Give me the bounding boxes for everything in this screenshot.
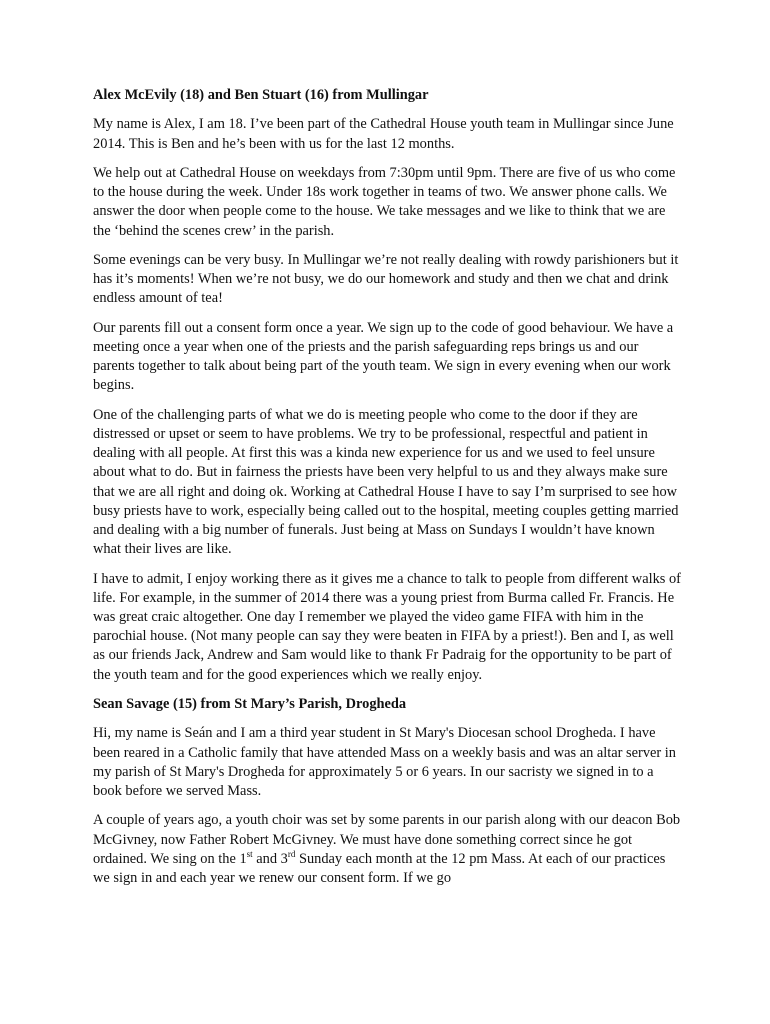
paragraph: We help out at Cathedral House on weekdays from 7:30pm until 9pm. There are five of us who come to the house during the week. Under 18s work together in teams of two. We answer phone calls. We answer the door when people come to the house. We take messages and we like to think that we are the ‘behind the scenes crew’ in the parish. xyxy=(93,164,676,239)
text-run: Sunday each month at the 12 pm Mass. At each of our practices we sign in and each year we renew our consent form. If we go xyxy=(93,850,666,886)
paragraph xyxy=(93,811,681,888)
paragraph: I have to admit, I enjoy working there as it gives me a chance to talk to people from different walks of life. For example, in the summer of 2014 there was a young priest from Burma called Fr. Francis. He was great craic altogether. One day I remember we played the video game FIFA with him in the parochial house. (Not many people can say they were beaten in FIFA by a priest!). Ben and I, as well as our friends Jack, Andrew and Sam would like to thank Fr Padraig for the opportunity to be part of the youth team and for the good experiences which we really enjoy. xyxy=(93,570,681,683)
paragraph: One of the challenging parts of what we do is meeting people who come to the door if they are distressed or upset or seem to have problems. We try to be professional, respectful and patient in dealing with all people. At first this was a kinda new experience for us and we used to feel unsure about what to do. But in fairness the priests have been very helpful to us and they always make sure that we are all right and doing ok. Working at Cathedral House I have to say I’m surprised to see how busy priests have to work, especially being called out to the hospital, meeting couples getting married and dealing with a big number of funerals. Just being at Mass on Sundays I wouldn’t have known what their lives are like. xyxy=(93,406,679,558)
paragraph: My name is Alex, I am 18. I’ve been part of the Cathedral House youth team in Mullingar since June 2014. This is Ben and he’s been with us for the last 12 months. xyxy=(93,116,674,152)
text-run: A couple of years ago, a youth choir was set by some parents in our parish along with our deacon Bob McGivney, now Father Robert McGivney. We must have done something correct since he got ordained. We sing on the 1 xyxy=(93,812,681,867)
paragraph: Hi, my name is Seán and I am a third year student in St Mary's Diocesan school Drogheda. I have been reared in a Catholic family that have attended Mass on a weekly basis and was an altar server in my parish of St Mary's Drogheda for approximately 5 or 6 years. In our sacristy we signed in to a book before we served Mass. xyxy=(93,725,677,799)
section-heading-alex-ben: Alex McEvily (18) and Ben Stuart (16) from Mullingar xyxy=(93,87,429,103)
section-heading-sean: Sean Savage (15) from St Mary’s Parish, Drogheda xyxy=(93,696,407,712)
superscript: rd xyxy=(287,849,296,859)
paragraph: Our parents fill out a consent form once a year. We sign up to the code of good behaviour. We have a meeting once a year when one of the priests and the parish safeguarding reps brings us and our parents together to talk about being part of the youth team. We sign in every evening when our work begins. xyxy=(93,319,674,394)
text-run: and 3 xyxy=(252,850,288,867)
superscript: st xyxy=(246,849,253,859)
document-page xyxy=(93,86,681,898)
paragraph: Some evenings can be very busy. In Mullingar we’re not really dealing with rowdy parishioners but it has it’s moments! When we’re not busy, we do our homework and study and then we chat and drink endless amount of tea! xyxy=(93,251,679,307)
